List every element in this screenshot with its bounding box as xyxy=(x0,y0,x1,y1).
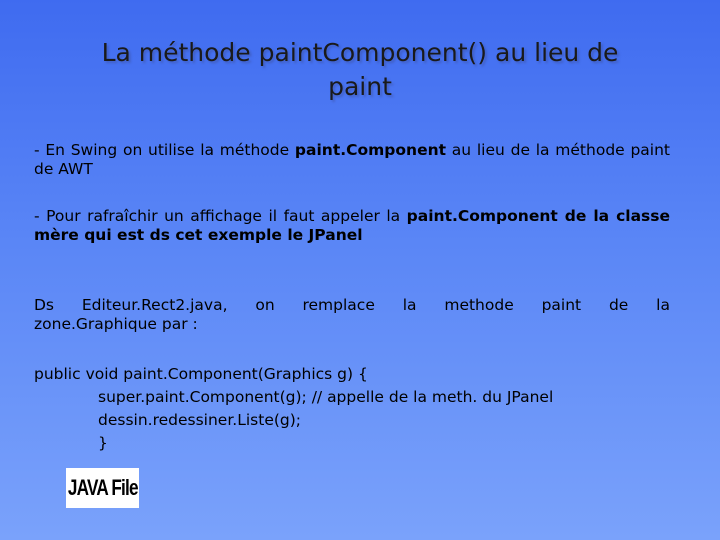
p3-line-2: zone.Graphique par : xyxy=(34,315,198,333)
title-line-1: La méthode paintComponent() au lieu de xyxy=(101,38,619,67)
title-line-2: paint xyxy=(328,72,392,101)
code-line: super.paint.Component(g); // appelle de la meth. du JPanel xyxy=(98,388,554,406)
p1-bold: paint.Component xyxy=(294,141,447,159)
slide-title xyxy=(40,36,680,104)
p2-text: - Pour rafraîchir un affichage il faut appeler la xyxy=(34,207,407,225)
code-block xyxy=(34,363,553,455)
p1-text-end: au lieu de la méthode paint de AWT xyxy=(34,141,670,178)
p2-bold: paint.Component de la classe mère qui est ds cet exemple le JPanel xyxy=(34,207,670,244)
code-line: dessin.redessiner.Liste(g); xyxy=(98,411,302,429)
p3-line-1: Ds Editeur.Rect2.java, on remplace la methode paint de la xyxy=(34,296,670,314)
paragraph-swing xyxy=(34,141,670,179)
code-line: public void paint.Component(Graphics g) { xyxy=(34,365,368,383)
java-file-logo-text: JAVA File xyxy=(67,475,138,500)
paragraph-editeur xyxy=(34,296,670,334)
p1-text: - En Swing on utilise la méthode xyxy=(34,141,295,159)
java-file-logo xyxy=(66,468,139,508)
paragraph-refresh xyxy=(34,207,670,245)
code-line: } xyxy=(98,434,108,452)
